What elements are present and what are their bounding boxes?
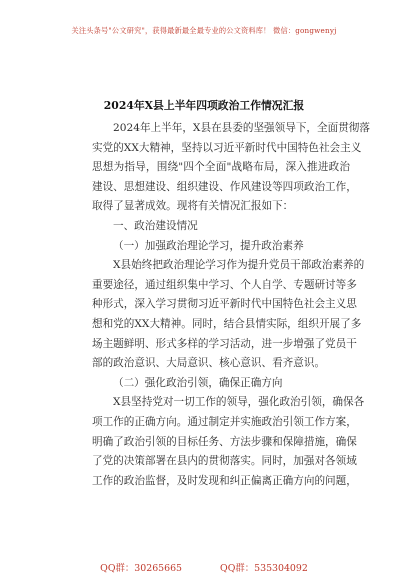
para-2-line: X县坚持党对一切工作的领导，强化政治引领，确保各 <box>113 396 365 409</box>
para-1-line: X县始终把政治理论学习作为提升党员干部政治素养的 <box>113 259 365 272</box>
intro-line: 思想为指导，围绕"四个全面"战略布局，深入推进政治 <box>92 161 350 174</box>
para-1-line: 重要途径，通过组织集中学习、个人自学、专题研讨等多 <box>92 278 357 291</box>
footer-qq-group-2: QQ群：535304092 <box>220 563 308 574</box>
intro-paragraph <box>92 119 370 491</box>
para-2-line: 项工作的正确方向。通过制定并实施政治引领工作方案， <box>92 415 357 428</box>
document-title: 2024年X县上半年四项政治工作情况汇报 <box>103 99 305 112</box>
intro-line: 实党的XX大精神，坚持以习近平新时代中国特色社会主义 <box>92 141 362 154</box>
para-2-line: 了党的决策部署在县内的贯彻落实。同时，加强对各领域 <box>92 455 357 468</box>
header-promo-note: 关注头条号"公文研究"，获得最新最全最专业的公文资料库！ 微信：gongwenyj <box>71 26 337 35</box>
para-1-line: 场主题鲜明、形式多样的学习活动，进一步增强了党员干 <box>92 337 357 350</box>
footer-qq-groups <box>0 560 408 574</box>
subsection-1-heading: （一）加强政治理论学习，提升政治素养 <box>113 239 304 252</box>
section-1-heading: 一、政治建设情况 <box>113 219 198 232</box>
para-1-line: 想和党的XX大精神。同时，结合县情实际，组织开展了多 <box>92 317 362 330</box>
subsection-2-heading: （二）强化政治引领，确保正确方向 <box>113 376 283 389</box>
para-2-line: 工作的政治监督，及时发现和纠正偏离正确方向的问题， <box>92 474 357 487</box>
para-1-line: 种形式，深入学习贯彻习近平新时代中国特色社会主义思 <box>92 298 357 311</box>
intro-line: 取得了显著成效。现将有关情况汇报如下： <box>92 200 294 213</box>
intro-line: 建设、思想建设、组织建设、作风建设等四项政治工作， <box>92 180 357 193</box>
footer-qq-group-1: QQ群：30265665 <box>100 563 183 574</box>
para-2-line: 明确了政治引领的目标任务、方法步骤和保障措施，确保 <box>92 435 357 448</box>
intro-line: 2024年上半年，X县在县委的坚强领导下，全面贯彻落 <box>113 122 370 134</box>
para-1-line: 部的政治意识、大局意识、核心意识、看齐意识。 <box>92 357 326 370</box>
